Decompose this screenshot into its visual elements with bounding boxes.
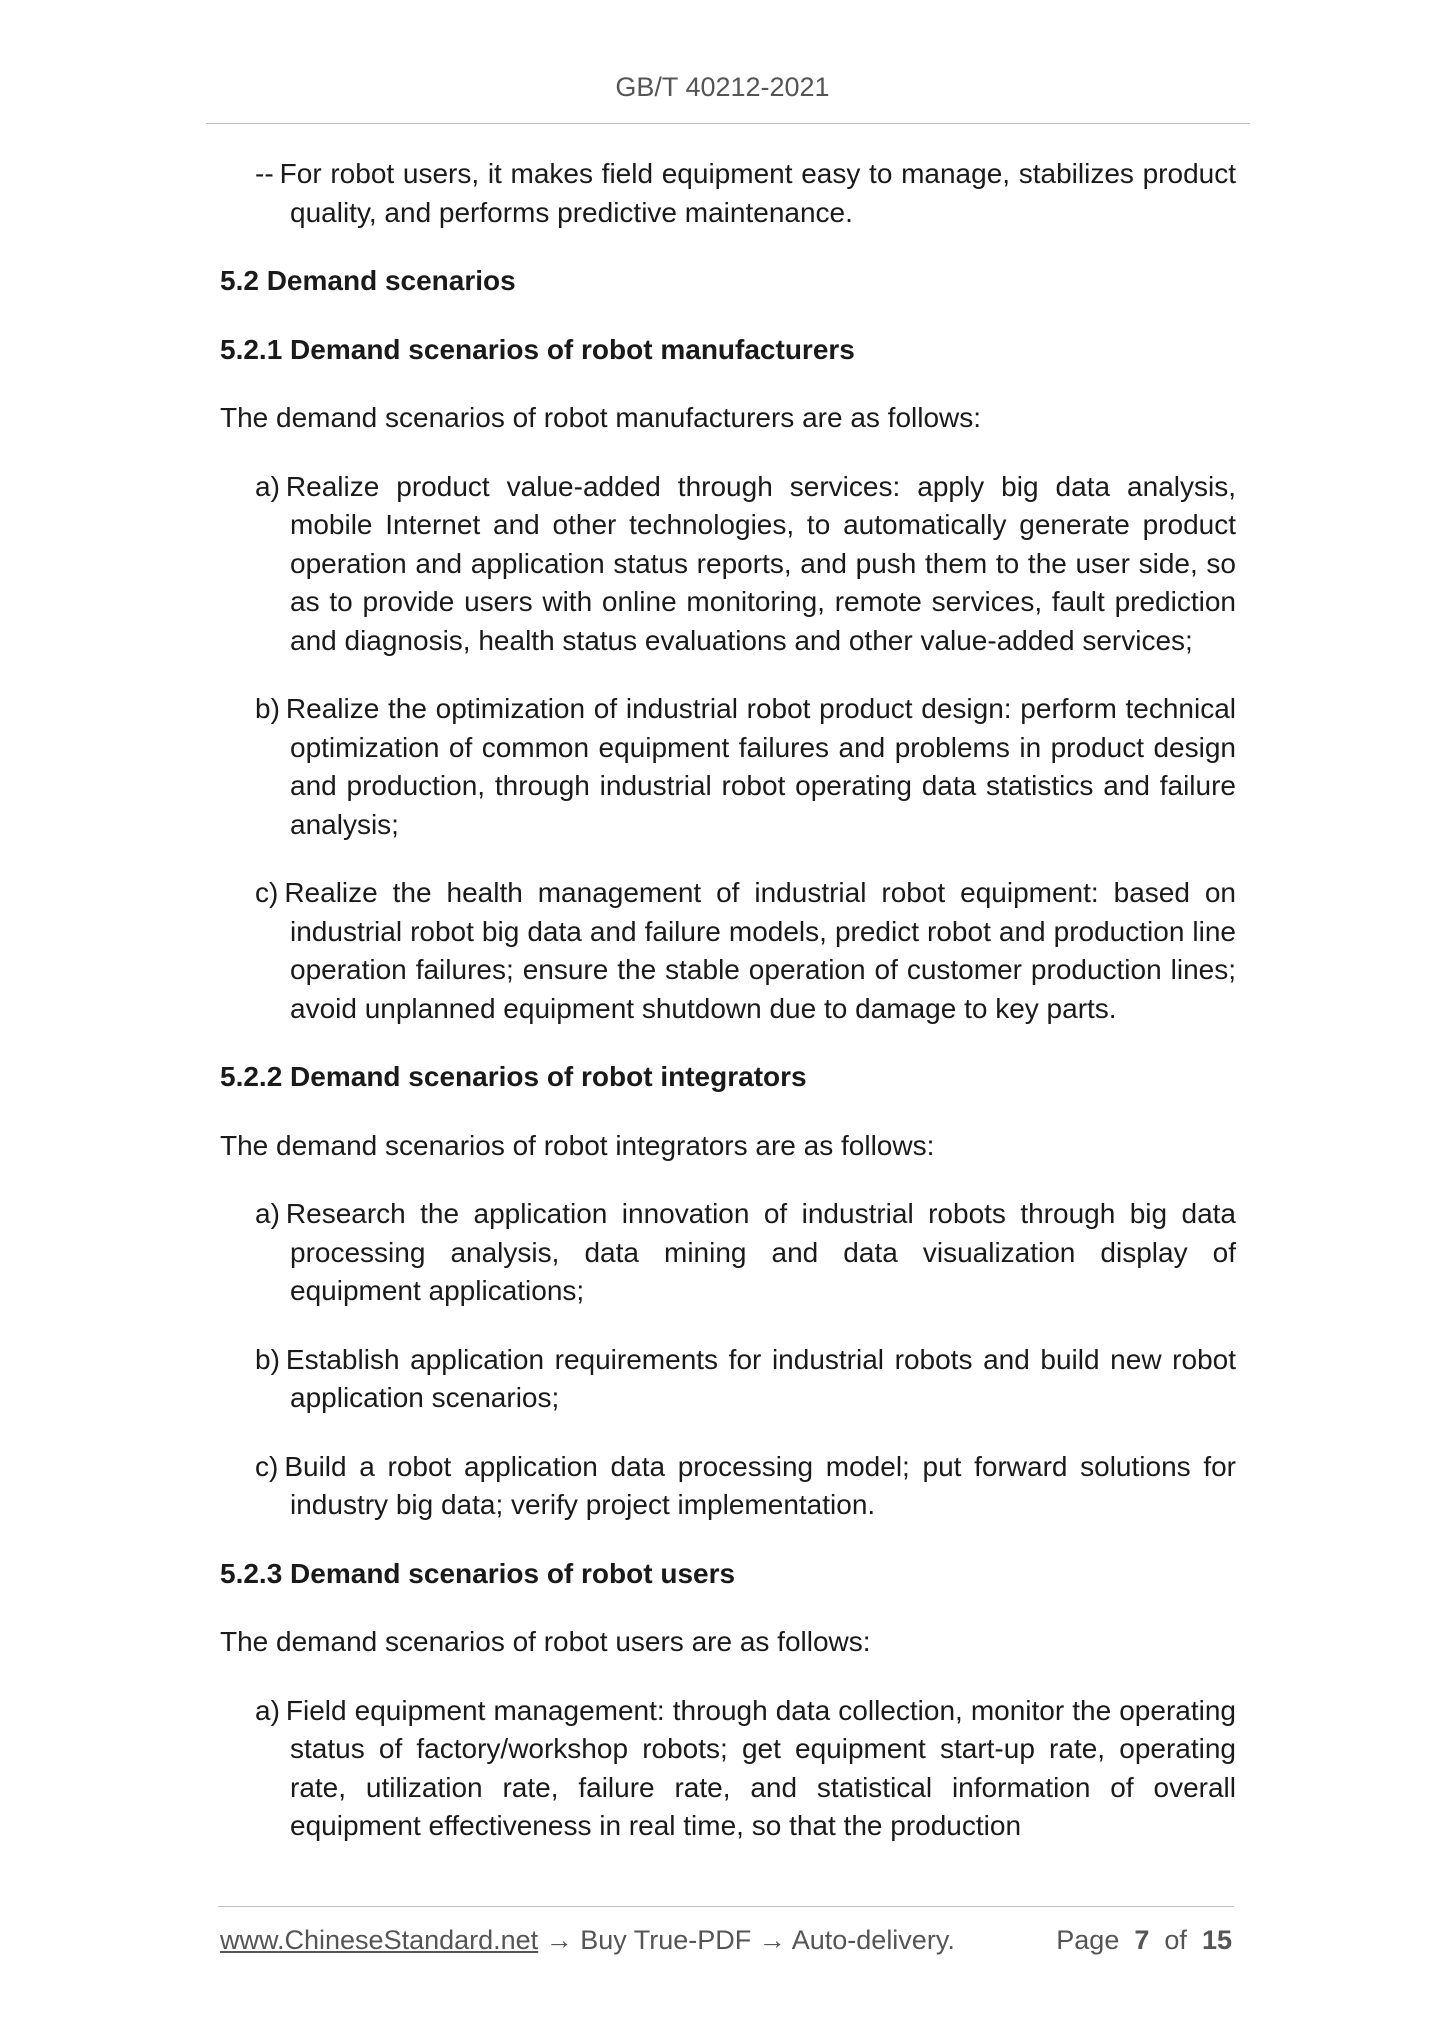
footer-promo bbox=[220, 1925, 955, 1956]
list-marker: a) bbox=[255, 1694, 280, 1726]
list-marker: -- bbox=[255, 158, 274, 189]
list-item-text: For robot users, it makes field equipment easy to manage, stabilizes product quality, and performs predictive maintenance. bbox=[279, 158, 1236, 228]
page-label: Page bbox=[1056, 1925, 1120, 1955]
list-item bbox=[220, 690, 1236, 844]
list-marker: b) bbox=[255, 1343, 280, 1375]
list-item-text: Realize the health management of industrial robot equipment: based on industrial robot big data and failure models, predict robot and production line operation failures; ensure the stable operation of customer production lines; avoid unplanned equipment shutdown due to damage to key parts. bbox=[284, 877, 1236, 1024]
header-divider bbox=[206, 123, 1250, 124]
list-item bbox=[220, 155, 1236, 232]
list-item-text: Build a robot application data processing model; put forward solutions for industry big data; verify project implementation. bbox=[284, 1450, 1236, 1520]
list-item-text: Field equipment management: through data collection, monitor the operating status of factory/workshop robots; get equipment start-up rate, operating rate, utilization rate, failure rate, and statistical information of overall equipment effectiveness in real time, so that the production bbox=[285, 1694, 1236, 1841]
footer-divider bbox=[218, 1906, 1234, 1907]
page-current: 7 bbox=[1134, 1925, 1150, 1955]
website-link[interactable]: www.ChineseStandard.net bbox=[220, 1925, 539, 1955]
section-heading-5-2: 5.2 Demand scenarios bbox=[220, 265, 516, 296]
list-marker: a) bbox=[255, 470, 280, 502]
section-heading-5-2-2: 5.2.2 Demand scenarios of robot integrators bbox=[220, 1061, 807, 1092]
list-marker: c) bbox=[255, 1450, 279, 1482]
list-marker: c) bbox=[255, 877, 279, 908]
list-item-text: Realize product value-added through services: apply big data analysis, mobile Internet and other technologies, to automatically generate product operation and application status reports, and push them to the user side, so as to provide users with online monitoring, remote services, fault prediction and diagnosis, health status evaluations and other value-added services; bbox=[285, 470, 1236, 656]
list-item bbox=[220, 468, 1236, 661]
list-marker: a) bbox=[255, 1198, 280, 1229]
page-number bbox=[1056, 1925, 1232, 1956]
section-heading-5-2-3: 5.2.3 Demand scenarios of robot users bbox=[220, 1557, 736, 1589]
list-item bbox=[220, 1341, 1236, 1418]
page-total: 15 bbox=[1201, 1925, 1232, 1955]
footer-promo-text: → Buy True-PDF → Auto-delivery. bbox=[538, 1925, 955, 1955]
list-item-text: Establish application requirements for industrial robots and build new robot application scenarios; bbox=[285, 1343, 1236, 1413]
list-item-text: Realize the optimization of industrial robot product design: perform technical optimization of common equipment failures and problems in product design and production, through industrial robot operating data statistics and failure analysis; bbox=[285, 693, 1236, 840]
list-item bbox=[220, 1692, 1236, 1846]
list-item bbox=[220, 1195, 1236, 1311]
paragraph: The demand scenarios of robot manufacturers are as follows: bbox=[220, 402, 982, 433]
page-of-label: of bbox=[1164, 1925, 1187, 1955]
section-heading-5-2-1: 5.2.1 Demand scenarios of robot manufacturers bbox=[220, 333, 855, 365]
page-content bbox=[220, 155, 1236, 1876]
list-item bbox=[220, 1448, 1236, 1525]
document-code: GB/T 40212-2021 bbox=[615, 72, 830, 102]
paragraph: The demand scenarios of robot integrators are as follows: bbox=[220, 1129, 935, 1161]
list-marker: b) bbox=[255, 693, 280, 724]
paragraph: The demand scenarios of robot users are as follows: bbox=[220, 1626, 871, 1657]
list-item-text: Research the application innovation of industrial robots through big data processing analysis, data mining and data visualization display of equipment applications; bbox=[285, 1198, 1236, 1306]
list-item bbox=[220, 874, 1236, 1028]
